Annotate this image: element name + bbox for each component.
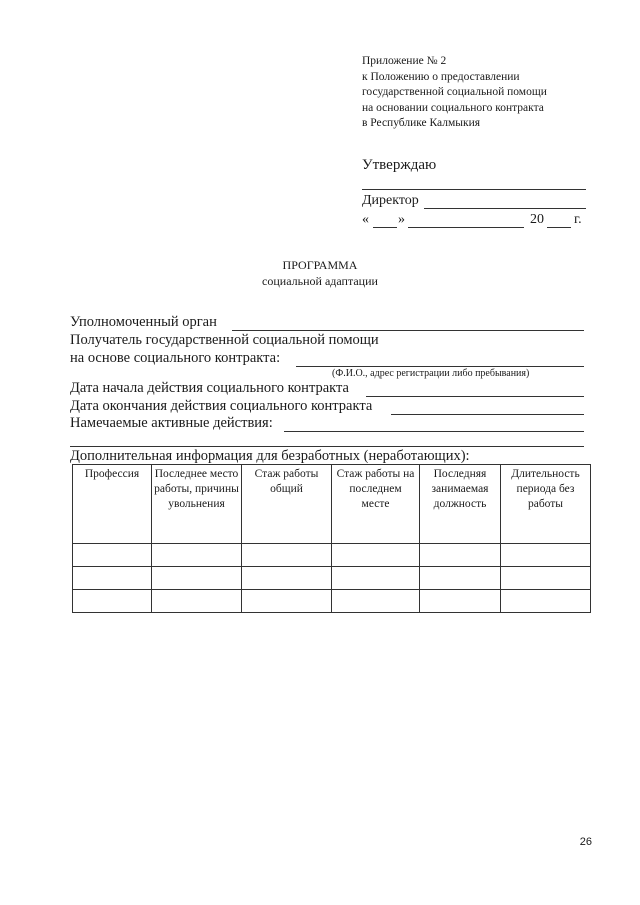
recipient-label-line2: на основе социального контракта: [70, 350, 281, 366]
page-number: 26 [579, 836, 592, 848]
signature-line [362, 189, 586, 190]
table-cell[interactable] [420, 590, 501, 613]
director-label: Директор [362, 193, 419, 208]
table-cell[interactable] [420, 544, 501, 567]
table-cell[interactable] [152, 544, 242, 567]
table-cell[interactable] [501, 590, 591, 613]
table-cell[interactable] [332, 567, 420, 590]
end-date-label: Дата окончания действия социального контракта [70, 398, 373, 414]
table-cell[interactable] [242, 544, 332, 567]
table-row [73, 567, 591, 590]
planned-actions-label: Намечаемые активные действия: [70, 415, 273, 431]
appendix-line: на основании социального контракта [362, 101, 544, 114]
approval-title: Утверждаю [362, 157, 437, 173]
appendix-line: государственной социальной помощи [362, 86, 547, 98]
table-cell[interactable] [332, 544, 420, 567]
header-last-workplace: Последнее место работы, причины увольнения [152, 465, 242, 544]
planned-actions-line-2 [70, 446, 584, 447]
start-date-label: Дата начала действия социального контракта [70, 380, 349, 396]
year-suffix: г. [574, 212, 582, 227]
header-total-experience: Стаж работы общий [242, 465, 332, 544]
header-unemployment-duration: Длительность периода без работы [501, 465, 591, 544]
table-cell[interactable] [73, 567, 152, 590]
date-open-quote: « [362, 212, 369, 227]
table-cell[interactable] [501, 544, 591, 567]
planned-actions-line [284, 431, 584, 432]
end-date-line [391, 414, 584, 415]
table-cell[interactable] [420, 567, 501, 590]
table-cell[interactable] [73, 544, 152, 567]
appendix-line: Приложение № 2 [362, 55, 447, 67]
table-cell[interactable] [152, 567, 242, 590]
date-close-quote: » [398, 212, 405, 227]
table-row [73, 544, 591, 567]
program-subtitle: социальной адаптации [262, 274, 378, 288]
year-prefix: 20 [530, 212, 544, 227]
table-cell[interactable] [242, 567, 332, 590]
year-line [547, 227, 571, 228]
unemployed-info-table [72, 464, 591, 613]
table-cell[interactable] [332, 590, 420, 613]
unemployed-info-label: Дополнительная информация для безработных (неработающих): [70, 448, 470, 464]
recipient-label-line1: Получатель государственной социальной помощи [70, 332, 379, 348]
date-month-line [408, 227, 524, 228]
date-day-line [373, 227, 397, 228]
table-cell[interactable] [73, 590, 152, 613]
table-cell[interactable] [242, 590, 332, 613]
header-last-position: Последняя занимаемая должность [420, 465, 501, 544]
table-row [73, 590, 591, 613]
appendix-header [362, 54, 547, 132]
recipient-note: (Ф.И.О., адрес регистрации либо пребывания) [332, 368, 530, 379]
appendix-line: к Положению о предоставлении [362, 70, 520, 83]
header-last-place-experience: Стаж работы на последнем месте [332, 465, 420, 544]
table-cell[interactable] [152, 590, 242, 613]
recipient-line [296, 366, 584, 367]
authority-label: Уполномоченный орган [70, 314, 217, 330]
table-cell[interactable] [501, 567, 591, 590]
header-profession: Профессия [73, 465, 152, 544]
start-date-line [366, 396, 584, 397]
table-header-row [73, 465, 591, 544]
director-line [424, 208, 586, 209]
authority-line [232, 330, 584, 331]
program-title: ПРОГРАММА [282, 258, 358, 272]
appendix-line: в Республике Калмыкия [362, 117, 481, 129]
